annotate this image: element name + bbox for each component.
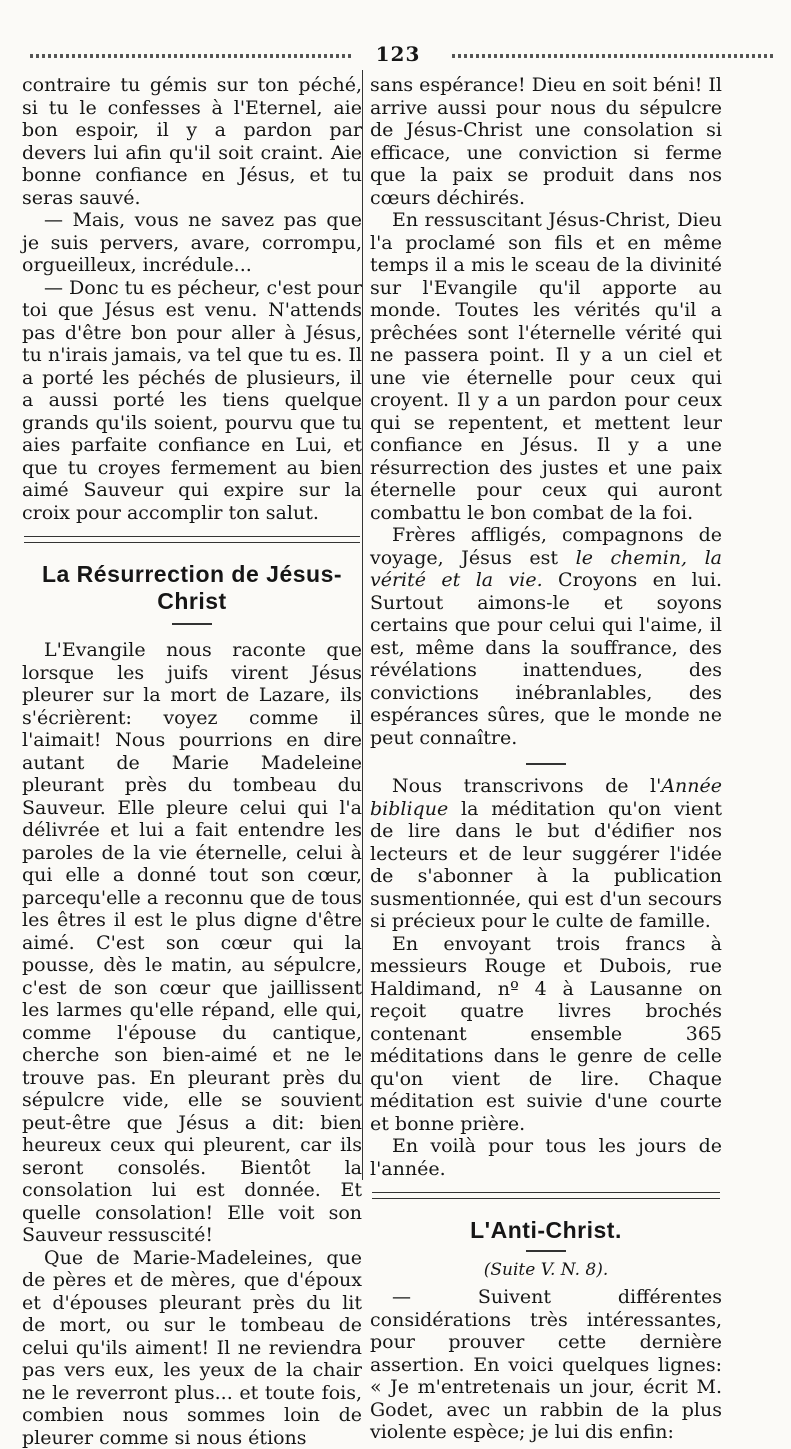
text-run: la méditation qu'on vient de lire dans le but d'édifier nos lecteurs et de leur suggérer l'idée de s'abonner à la publication susmentionnée, qui est d'un secours si précieux pour le culte de famille. [370,798,722,933]
paragraph: sans espérance! Dieu en soit béni! Il arrive aussi pour nous du sépulcre de Jésus-Christ une consolation si efficace, une conviction si ferme que la paix se produit dans nos cœurs déchirés. [370,74,722,209]
article-title: L'Anti-Christ. [370,1217,722,1244]
page-number: 123 [22,42,774,66]
paragraph: contraire tu gémis sur ton péché, si tu le confesses à l'Eternel, aie bon espoir, il y a pardon par devers lui afin qu'il soit craint. Aie bonne confiance en Jésus, et tu seras sauvé. [22,74,362,209]
italic-text: le chemin, la vérité et la vie. [370,547,722,592]
paragraph [370,524,722,749]
paragraph: En voilà pour tous les jours de l'année. [370,1135,722,1180]
right-column [370,74,722,1444]
paragraph: — Mais, vous ne savez pas que je suis pervers, avare, corrompu, orgueilleux, incrédule... [22,209,362,277]
section-separator [24,536,360,543]
article-subtitle: (Suite V. N. 8). [370,1260,722,1280]
page-header [22,42,774,68]
left-column [22,74,362,1449]
article-title: La Résurrection de Jésus-Christ [22,561,362,615]
paragraph: Que de Marie-Madeleines, que de pères et de mères, que d'époux et d'épouses pleurant près du lit de mort, ou sur le tombeau de celui qu'ils aiment! Il ne reviendra pas vers eux, les yeux de la chair ne le reverront plus... et toute fois, combien nous sommes loin de pleurer comme si nous étions [22,1247,362,1449]
paragraph: — Donc tu es pécheur, c'est pour toi que Jésus est venu. N'attends pas d'être bon pour aller à Jésus, tu n'irais jamais, va tel que tu es. Il a porté les péchés de plusieurs, il a aussi porté les tiens quelque grands qu'ils soient, pourvu que tu aies parfaite confiance en Lui, et que tu croyes fermement au bien aimé Sauveur qui expire sur la croix pour accomplir ton salut. [22,277,362,525]
paragraph: L'Evangile nous raconte que lorsque les juifs virent Jésus pleurer sur la mort de Lazare, ils s'écrièrent: voyez comme il l'aimait! Nous pourrions en dire autant de Marie Madeleine pleurant près du tombeau du Sauveur. Elle pleure celui qui l'a délivrée et lui a fait entendre les paroles de la vie éternelle, celui à qui elle a donné tout son cœur, parcequ'elle a reconnu que de tous les êtres il est le plus digne d'être aimé. C'est son cœur qui la pousse, dès le matin, au sépulcre, c'est de son cœur que jaillissent les larmes qu'elle répand, elle qui, comme l'épouse du cantique, cherche son bien-aimé et ne le trouve pas. En pleurant près du sépulcre vide, elle se souvient peut-être que Jésus a dit: bien heureux ceux qui pleurent, car ils seront consolés. Bientôt la consolation lui est donnée. Et quelle consolation! Elle voit son Sauveur ressuscité! [22,639,362,1247]
italic-text: Année biblique [370,775,722,820]
separator-dash [526,763,566,765]
text-run: Croyons en lui. Surtout aimons-le et soyons certains que pour celui qui l'aime, il est, même dans la souffrance, des révélations inattendues, des convictions inébranlables, des espérances sûres, que le monde ne peut connaître. [370,569,722,749]
title-dash [526,1250,566,1252]
paragraph: En ressuscitant Jésus-Christ, Dieu l'a proclamé son fils et en même temps il a mis le sceau de la divinité sur l'Evangile qu'il apporte au monde. Toutes les vérités qu'il a prêchées sont l'éternelle vérité qui ne passera point. Il y a un ciel et une vie éternelle pour ceux qui croyent. Il y a un pardon pour ceux qui se repentent, et mettent leur confiance en Jésus. Il y a une résurrection des justes et une paix éternelle pour ceux qui auront combattu le bon combat de la foi. [370,209,722,524]
paragraph: En envoyant trois francs à messieurs Rouge et Dubois, rue Haldimand, nº 4 à Lausanne on reçoit quatre livres brochés contenant ensemble 365 méditations dans le genre de celle qu'on vient de lire. Chaque méditation est suivie d'une courte et bonne prière. [370,933,722,1136]
section-separator [372,1192,720,1199]
text-run: Nous transcrivons de l' [392,775,661,797]
paragraph [370,775,722,933]
column-divider [362,70,363,1180]
text-run: Frères affligés, compagnons de voyage, Jésus est [370,524,722,569]
paragraph: — Suivent différentes considérations très intéressantes, pour prouver cette dernière assertion. En voici quelques lignes: « Je m'entretenais un jour, écrit M. Godet, avec un rabbin de la plus violente espèce; je lui dis enfin: [370,1286,722,1444]
header-ornament-right [452,54,774,58]
title-dash [172,623,212,625]
